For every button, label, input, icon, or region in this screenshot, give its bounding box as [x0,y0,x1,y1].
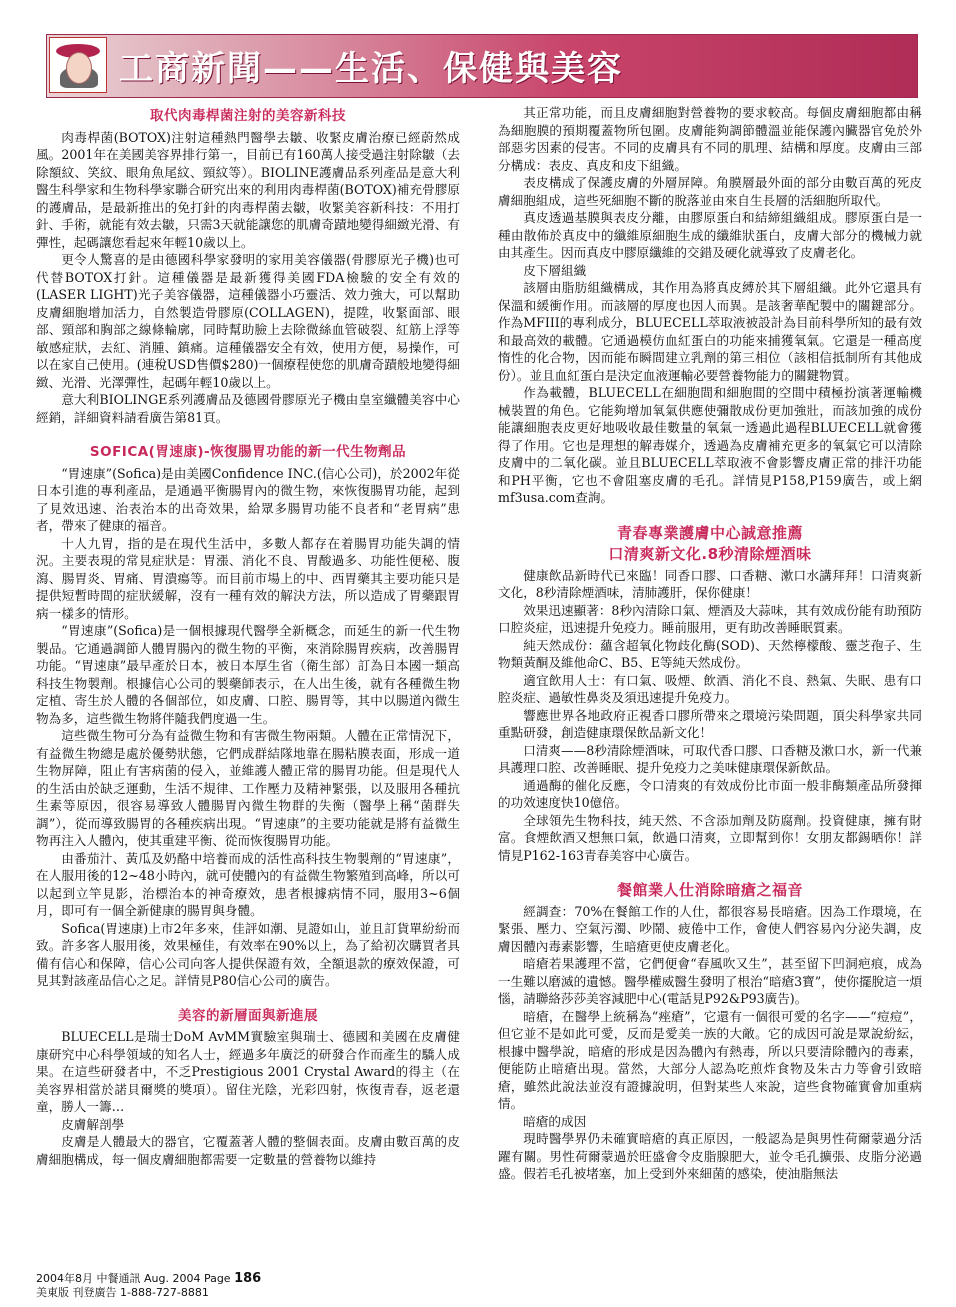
article-paragraph: 更令人驚喜的是由德國科學家發明的家用美容儀器(骨膠原光子機)也可代替BOTOX打針。這種儀器是最新獲得美國FDA檢驗的安全有效的(LASER LIGHT)光子美容儀器，這種儀器小巧靈活、效力強大，可以幫助皮膚細胞增加活力，自然製造骨膠原(COLLAGEN)，提陞，收緊面部、眼部、頸部和胸部之線條輪廓，同時幫助臉上去除微絲血管破裂、紅筋上浮等敏感症狀，去紅、消腫、鎮痛。這種儀器安全有效，使用方便，易操作，可以在家自己使用。(連稅USD售價$280)一個療程使您的肌膚奇蹟般地變得細緻、光滑、光澤彈性，起碼年輕10歲以上。 [36,252,460,390]
article-paragraph: 健康飲品新時代已來臨！同香口膠、口香糖、漱口水講拜拜！口清爽新文化，8秒清除煙酒味，清肺護肝，保你健康！ [498,567,922,600]
article-paragraph: 肉毒桿菌(BOTOX)注射這種熱門醫學去皺、收緊皮膚治療已經蔚然成風。2001年在美國美容界排行第一，目前已有160萬人接受過注射除皺（去除額紋、笑紋、眼角魚尾紋、頸紋等）。BIOLINE護膚品系列產品是意大利醫生科學家和生物科學家聯合研究出來的利用肉毒桿菌(BOTOX)補充骨膠原的護膚品，是最新推出的免打針的肉毒桿菌去皺，收緊美容新科技：不用打針、手術，就能有效去皺，只需3天就能讓您的肌膚奇蹟地變得細緻光滑、有彈性，起碼讓您看起來年輕10歲以上。 [36,129,460,250]
article-paragraph: 十人九胃，指的是在現代生活中，多數人都存在着腸胃功能失調的情況。主要表現的常見症狀是：胃漲、消化不良、胃酸過多、功能性便秘、腹瀉、腸胃炎、胃痛、胃潰瘍等。而目前市場上的中、西胃藥其主要功能只是提供短暫時間的症狀緩解，沒有一種有效的解決方法，所以造成了胃藥跟胃病一樣多的情形。 [36,535,460,621]
article-subheading: 皮下層組織 [523,262,587,278]
article-paragraph: 由番茄汁、黃瓜及奶酪中培養而成的活性高科技生物製劑的“胃速康”，在人服用後的12~48小時內，就可使體內的有益微生物繁殖到高峰，所以可以起到立竿見影，治標治本的神奇療效，患者根據病情不同，服用3~6個月，即可有一個全新健康的腸胃與身體。 [36,850,460,918]
article-paragraph: 暗瘡若果護理不當，它們便會“春風吹又生”，甚至留下凹洞疤痕，成為一生難以磨滅的遺憾。醫學權威醫生發明了根治“暗瘡3寶”，使你擺脫這一煩惱，請聯絡莎莎美容減肥中心(電話見P92&P93廣告)。 [498,956,922,1006]
right-column [498,104,922,1183]
footer-contact: 美東版 刊登廣告 1-888-727-8881 [36,1286,209,1299]
article-paragraph: 通過酶的催化反應，令口清爽的有效成份比市面一般非酶類產品所發揮的功效速度快10億倍。 [498,777,922,810]
article-paragraph: 適宜飲用人士：有口氣、吸煙、飲酒、消化不良、熱氣、失眠、患有口腔炎症、過敏性鼻炎及須迅速提升免疫力。 [498,672,922,705]
article-subheading: 暗瘡的成因 [523,1113,587,1129]
page-footer [36,1272,261,1300]
article-paragraph: 效果迅速顯著：8秒內清除口氣、煙酒及大蒜味，其有效成份能有助預防口腔炎症，迅速提升免疫力。睡前服用，更有助改善睡眠質素。 [498,602,922,635]
article-paragraph: 口清爽——8秒清除煙酒味，可取代香口膠、口香糖及漱口水，新一代兼具護理口腔、改善睡眠、提升免疫力之美味健康環保新飲品。 [498,742,922,775]
article-paragraph: 意大利BIOLINGE系列護膚品及德國骨膠原光子機由皇室纖體美容中心經銷，詳細資料請看廣告第81頁。 [36,392,460,425]
left-column [36,104,460,1168]
article-paragraph: 真皮透過基膜與表皮分離，由膠原蛋白和結締組織組成。膠原蛋白是一種由散佈於真皮中的纖維原細胞生成的纖維狀蛋白，皮膚大部分的機械力就由其產生。因而真皮中膠原纖維的交錯及硬化就導致了皮膚老化。 [498,210,922,260]
article-paragraph: 該層由脂肪組織構成，其作用為將真皮縛於其下層組織。此外它還具有保溫和緩衝作用。而該層的厚度也因人而異。是該奢華配製中的關鍵部分。作為MFIII的專利成分，BLUECELL萃取液被設計為目前科學所知的最有效和最高效的載體。它通過模仿血紅蛋白的功能來捕獲氧氣。它還是一種高度惰性的化合物，因而能布瞬間建立乳劑的第三相位（該相信抵制所有其他成份）。並且血紅蛋白是決定血液運輸必要營養物能力的關鍵物質。 [498,280,922,383]
article-paragraph: 作為載體，BLUECELL在細胞間和細胞間的空間中積極扮演著運輸機械裝置的角色。它能夠增加氧氣供應使彌散成份更加強壯，而該加強的成份能讓細胞表皮更好地吸收最佳數量的氧氣一透過此過程BLUECELL就會獲得了作用。它也是理想的解毒媒介，透過為皮膚補充更多的氧氣它可以清除皮膚中的二氧化碳。並且BLUECELL萃取液不會影響皮膚正常的排汗功能和PH平衡，它也不會阻塞皮膚的毛孔。詳情見P158,P159廣告，或上網mf3usa.com查詢。 [498,385,922,505]
article-paragraph: BLUECELL是瑞士DoM AvMM實驗室與瑞士、德國和美國在皮膚健康研究中心科學領域的知名人士，經過多年廣泛的研發合作而產生的驕人成果。在這些研發者中，不乏Prestigious 2001 Crystal Award的得主（在美容界相當於諾貝爾獎的獎項）。留住光陰，光彩四射，恢復青春，返老還童，勝人一籌… [36,1029,460,1114]
lady-logo-icon [49,37,107,93]
article-paragraph: 皮膚是人體最大的器官，它覆蓋著人體的整個表面。皮膚由數百萬的皮膚細胞構成，每一個皮膚細胞都需要一定數量的營養物以維持 [36,1134,460,1167]
article-paragraph: 全球領先生物科技，純天然、不含添加劑及防腐劑。投資健康，擁有財富。食煙飲酒又想無口氣，飲過口清爽，立即幫到你！女朋友都錫晒你！詳情見P162-163青春美容中心廣告。 [498,812,922,863]
article-heading-botox: 取代肉毒桿菌注射的美容新科技 [150,108,346,124]
page-number: 186 [234,1271,262,1286]
article-heading-mouth-fresh: 口清爽新文化.8秒清除煙酒味 [608,545,812,563]
article-paragraph: 經調查：70%在餐館工作的人仕，都很容易長暗瘡。因為工作環境，在緊張、壓力、空氣污濁、吵鬧、疲倦中工作，會使人們容易內分泌失調，皮膚因體內毒素影響，生暗瘡更使皮膚老化。 [498,903,922,954]
article-paragraph: “胃速康”(Sofica)是由美國Confidence INC.(信心公司)，於2002年從日本引進的專利產品，是通過平衡腸胃內的微生物，來恢復腸胃功能，起到了見效迅速、治表治本的出奇效果，給眾多腸胃功能不良者和“老胃病”患者，帶來了健康的福音。 [36,465,460,533]
footer-issue: 2004年8月 中餐通訊 Aug. 2004 Page [36,1272,235,1285]
article-paragraph: 其正常功能，而且皮膚細胞對營養物的要求較高。每個皮膚細胞都由稱為細胞膜的預期覆蓋物所包圍。皮膚能夠調節體溫並能保護內臟器官免於外部惡劣因素的侵害。不同的皮膚具有不同的肌理、結構和厚度。皮膚由三部分構成：表皮、真皮和皮下組織。 [498,105,922,173]
article-paragraph: “胃速康”(Sofica)是一個根據現代醫學全新概念，而延生的新一代生物製品。它通過調節人體胃腸內的微生物的平衡，來消除腸胃疾病，改善腸胃功能。“胃速康”最早產於日本，被日本厚生省（衛生部）訂為日本國一類高科技生物製劑。根據信心公司的製藥師表示，在人出生後，就有各種微生物定植、寄生於人體的各個部位，如皮膚、口腔、腸胃等，其中以腸道內微生物為多，這些微生物將伴隨我們度過一生。 [36,623,460,726]
article-paragraph: 現時醫學界仍未確實暗瘡的真正原因，一般認為是與男性荷爾蒙過分活躍有關。男性荷爾蒙過於旺盛會令皮脂腺肥大，並令毛孔擴張、皮脂分泌過盛。假若毛孔被堵塞，加上受到外來細菌的感染，使油脂無法 [498,1131,922,1181]
article-paragraph: 純天然成份：蘊含超氧化物歧化酶(SOD)、天然檸檬酸、靈芝孢子、生物類黃酮及維他命C、B5、E等純天然成份。 [498,637,922,670]
article-heading-beauty: 美容的新層面與新進展 [178,1007,318,1024]
article-paragraph: 暗瘡，在醫學上統稱為“痤瘡”，它還有一個很可愛的名字——“痘痘”，但它並不是如此可愛，反而是愛美一族的大敵。它的成因可說是眾說紛紜，根據中醫學說，暗瘡的形成是因為體內有熱毒，所以只要清除體內的毒素，便能防止暗瘡出現。當然，大部分人認為吃煎炸食物及朱古力等會引致暗瘡，雖然此說法並沒有證據說明，但對某些人來說，這些食物確實會加重病情。 [498,1008,922,1111]
article-paragraph: 響應世界各地政府正視香口膠所帶來之環境污染問題，頂尖科學家共同重點研發，創造健康環保飲品新文化！ [498,707,922,740]
footer-issue-line [36,1272,261,1286]
header-banner [46,34,918,98]
article-paragraph: 表皮構成了保護皮膚的外層屏障。角膜層最外面的部分由數百萬的死皮膚細胞組成，這些死細胞不斷的脫落並由來自生長層的活細胞所取代。 [498,175,922,208]
article-heading-youth-center: 青春專業護膚中心誠意推薦 [616,523,803,542]
article-paragraph: Sofica(胃速康)上市2年多來，佳評如潮、見證如山，並且訂貨單紛紛而致。許多客人服用後，效果極佳，有效率在90%以上，為了給初次購買者具備有信心和保障，信心公司向客人提供保證有效，全額退款的療效保證，可見其對該產品信心之足。詳情見P80信心公司的廣告。 [36,920,460,988]
article-paragraph: 這些微生物可分為有益微生物和有害微生物兩類。人體在正常情況下，有益微生物總是處於優勢狀態，它們成群結隊地靠在腸粘膜表面，形成一道生物屏障，阻止有害病菌的侵入，並維護人體正常的腸胃功能。但是現代人的生活由於缺乏運動，生活不規律、工作壓力及精神緊張，以及服用各種抗生素等原因，很容易導致人體腸胃內微生物群的失衡（醫學上稱“菌群失調”），從而導致腸胃的各種疾病出現。“胃速康”的主要功能就是將有益微生物再注入人體內，使其重建平衡、從而恢復腸胃功能。 [36,728,460,848]
article-heading-acne: 餐館業人仕消除暗瘡之福音 [616,881,803,899]
page-title: 工商新聞——生活、保健與美容 [119,49,623,89]
article-heading-sofica: SOFICA(胃速康)-恢復腸胃功能的新一代生物劑品 [89,444,407,460]
article-subheading: 皮膚解剖學 [61,1116,125,1132]
